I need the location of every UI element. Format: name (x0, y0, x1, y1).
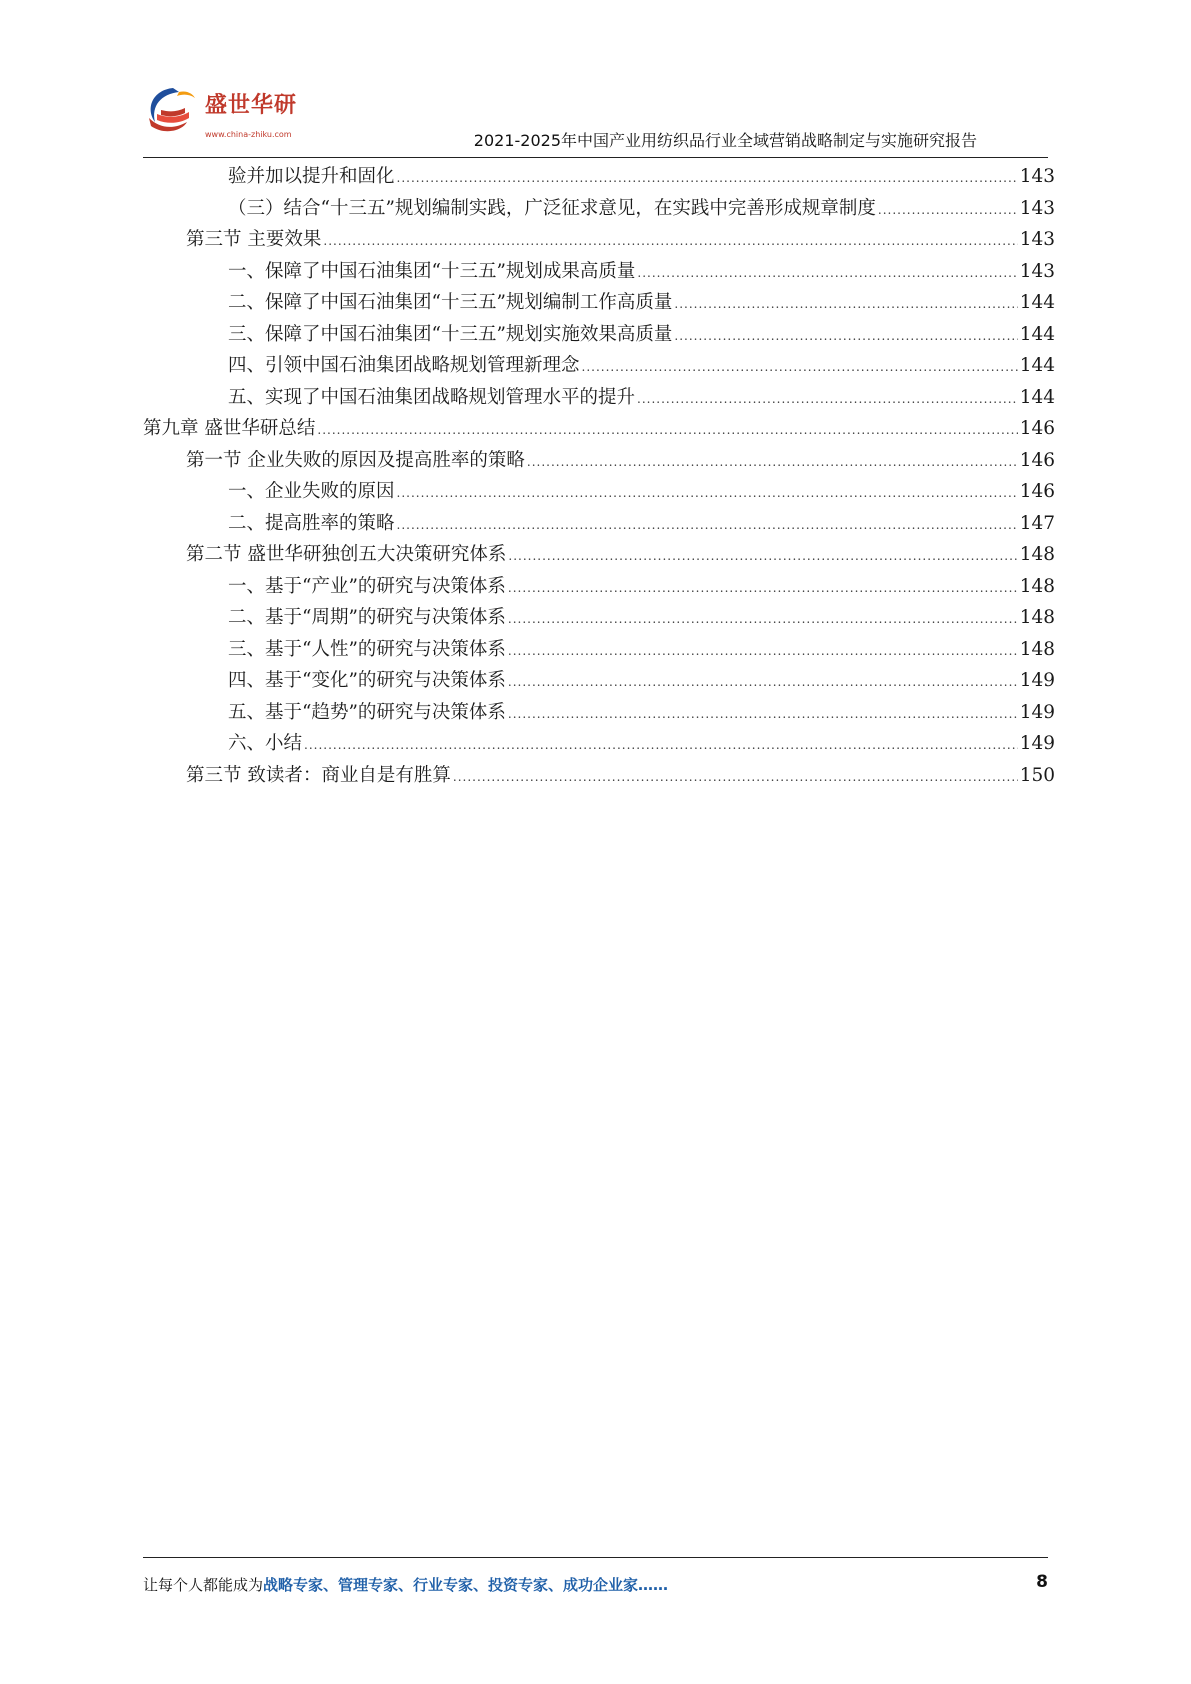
toc-entry[interactable] (143, 571, 1055, 603)
toc-leader-dots (317, 415, 1017, 447)
toc-entry-title: 第二节 盛世华研独创五大决策研究体系 (186, 544, 507, 565)
toc-entry[interactable] (143, 413, 1055, 445)
toc-entry[interactable] (143, 224, 1055, 256)
toc-entry[interactable] (143, 350, 1055, 382)
toc-entry-page: 148 (1019, 544, 1055, 565)
toc-entry[interactable] (143, 193, 1055, 225)
toc-entry[interactable] (143, 319, 1055, 351)
toc-leader-dots (637, 258, 1017, 290)
footer-divider (143, 1557, 1048, 1558)
toc-leader-dots (508, 667, 1018, 699)
toc-entry-title: 第三节 主要效果 (186, 229, 322, 250)
toc-leader-dots (304, 730, 1018, 762)
toc-entry-page: 144 (1019, 292, 1055, 313)
toc-entry-title: 五、基于“趋势”的研究与决策体系 (228, 701, 506, 723)
toc-entry-page: 148 (1019, 638, 1055, 660)
toc-leader-dots (397, 510, 1018, 542)
toc-entry[interactable] (143, 445, 1055, 477)
toc-entry-page: 144 (1019, 386, 1055, 408)
toc-entry[interactable] (143, 728, 1055, 760)
toc-entry-title: 第一节 企业失败的原因及提高胜率的策略 (186, 449, 525, 471)
toc-entry-title: 六、小结 (228, 733, 303, 754)
header-divider (143, 157, 1048, 158)
logo-mark-icon (143, 84, 205, 140)
toc-entry[interactable] (143, 476, 1055, 508)
toc-leader-dots (508, 573, 1018, 605)
toc-leader-dots (674, 289, 1017, 321)
logo-url: www.china-zhiku.com (205, 130, 292, 139)
toc-entry[interactable] (143, 539, 1055, 571)
toc-entry[interactable] (143, 697, 1055, 729)
toc-entry[interactable] (143, 256, 1055, 288)
toc-leader-dots (453, 762, 1018, 794)
logo-name: 盛世华研 (205, 93, 298, 118)
table-of-contents (143, 161, 1055, 791)
toc-leader-dots (637, 384, 1018, 416)
toc-entry-page: 148 (1019, 575, 1055, 597)
toc-entry-title: 第九章 盛世华研总结 (143, 418, 316, 439)
toc-entry-page: 150 (1019, 764, 1055, 786)
brand-logo (143, 84, 313, 146)
toc-leader-dots (397, 478, 1018, 510)
toc-entry-title: 一、基于“产业”的研究与决策体系 (228, 575, 506, 597)
toc-entry-title: 一、保障了中国石油集团“十三五”规划成果高质量 (228, 260, 636, 282)
toc-entry-title: 四、基于“变化”的研究与决策体系 (228, 670, 506, 691)
toc-leader-dots (674, 321, 1017, 353)
toc-entry[interactable] (143, 602, 1055, 634)
toc-leader-dots (397, 163, 1018, 195)
toc-entry-title: 二、提高胜率的策略 (228, 512, 395, 534)
toc-entry-title: 五、实现了中国石油集团战略规划管理水平的提升 (228, 386, 636, 408)
toc-entry-title: 一、企业失败的原因 (228, 481, 395, 502)
toc-entry-page: 149 (1019, 733, 1055, 754)
toc-leader-dots (508, 541, 1017, 573)
toc-entry-title: （三）结合“十三五”规划编制实践，广泛征求意见，在实践中完善形成规章制度 (228, 197, 876, 219)
toc-leader-dots (508, 636, 1018, 668)
toc-entry[interactable] (143, 508, 1055, 540)
toc-entry-title: 三、基于“人性”的研究与决策体系 (228, 638, 506, 660)
toc-entry-page: 144 (1019, 323, 1055, 345)
toc-entry[interactable] (143, 760, 1055, 792)
slogan-highlight: 战略专家、管理专家、行业专家、投资专家、成功企业家…… (263, 1576, 669, 1594)
toc-entry-page: 148 (1019, 607, 1055, 628)
toc-entry-page: 146 (1019, 418, 1055, 439)
toc-entry-page: 147 (1019, 512, 1055, 534)
toc-entry-page: 143 (1019, 260, 1055, 282)
toc-entry-page: 144 (1019, 355, 1055, 376)
toc-leader-dots (323, 226, 1017, 258)
toc-entry-page: 143 (1019, 166, 1055, 187)
toc-entry-title: 三、保障了中国石油集团“十三五”规划实施效果高质量 (228, 323, 673, 345)
toc-entry-title: 四、引领中国石油集团战略规划管理新理念 (228, 355, 580, 376)
toc-entry[interactable] (143, 287, 1055, 319)
toc-leader-dots (878, 195, 1018, 227)
toc-leader-dots (527, 447, 1018, 479)
toc-entry-page: 143 (1019, 197, 1055, 219)
page-number: 8 (1036, 1572, 1048, 1592)
toc-entry[interactable] (143, 634, 1055, 666)
toc-entry-page: 146 (1019, 481, 1055, 502)
toc-entry-title: 二、基于“周期”的研究与决策体系 (228, 607, 506, 628)
toc-leader-dots (508, 699, 1018, 731)
toc-entry-page: 146 (1019, 449, 1055, 471)
toc-entry[interactable] (143, 382, 1055, 414)
slogan-lead: 让每个人都能成为 (143, 1576, 264, 1594)
toc-leader-dots (508, 604, 1018, 636)
toc-entry-page: 149 (1019, 701, 1055, 723)
toc-entry-page: 149 (1019, 670, 1055, 691)
page-header (0, 0, 1191, 160)
toc-entry-title: 第三节 致读者：商业自是有胜算 (186, 764, 451, 786)
toc-entry-page: 143 (1019, 229, 1055, 250)
toc-entry-title: 二、保障了中国石油集团“十三五”规划编制工作高质量 (228, 292, 673, 313)
toc-leader-dots (582, 352, 1018, 384)
report-title: 2021-2025年中国产业用纺织品行业全域营销战略制定与实施研究报告 (473, 131, 977, 150)
toc-entry-title: 验并加以提升和固化 (228, 166, 395, 187)
footer-slogan (143, 1574, 668, 1595)
toc-entry[interactable] (143, 665, 1055, 697)
toc-entry[interactable] (143, 161, 1055, 193)
